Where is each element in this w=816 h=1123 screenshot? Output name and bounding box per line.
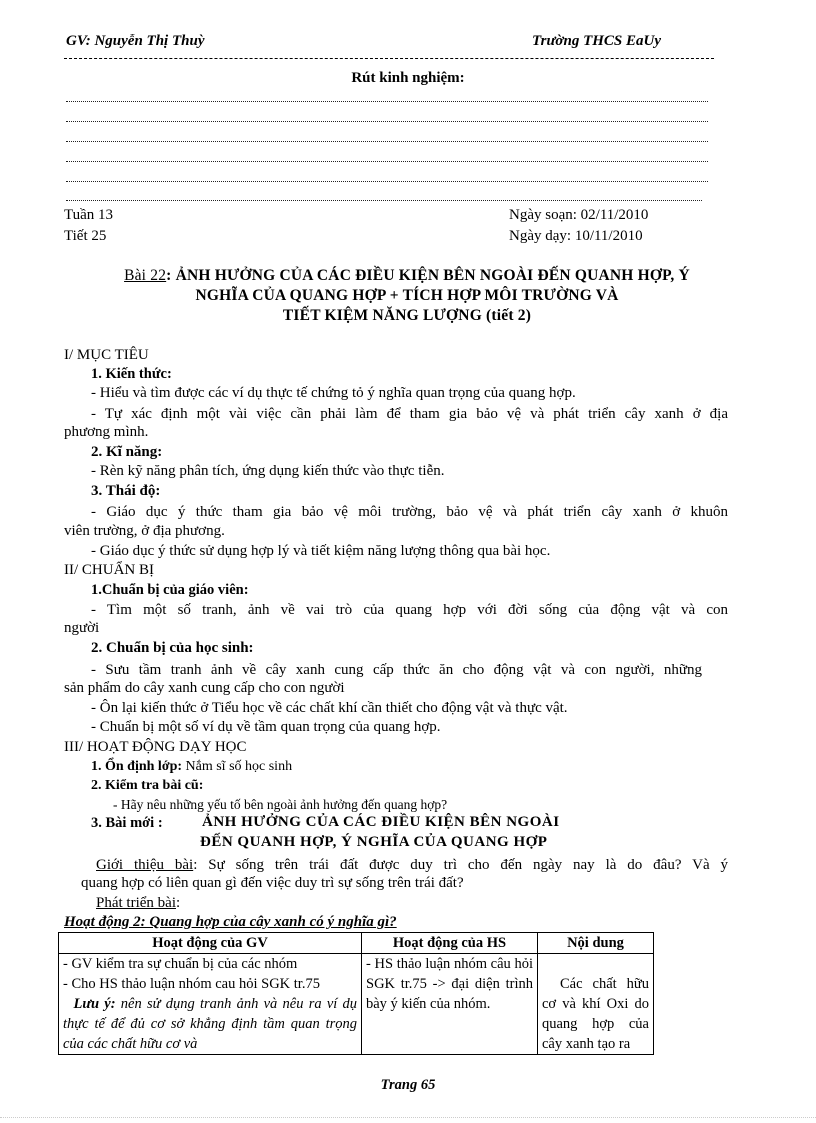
experience-title: Rút kinh nghiệm:	[351, 70, 465, 86]
attitude-item-1: - Giáo dục ý thức tham gia bảo vệ môi trường, bảo vệ và phát triển cây xanh ở khuôn	[91, 504, 728, 520]
dotted-line	[66, 141, 708, 142]
dotted-line	[66, 121, 708, 122]
attitude-item-2: - Giáo dục ý thức sử dụng hợp lý và tiết kiệm năng lượng thông qua bài học.	[91, 543, 551, 559]
prep-date: Ngày soạn: 02/11/2010	[509, 207, 649, 223]
introduction-label: Giới thiệu bài	[96, 857, 194, 873]
activity-table	[58, 932, 654, 1055]
student-prep-item-1-cont: sản phẩm do cây xanh cung cấp cho con người	[64, 680, 345, 696]
lesson-number: Bài 22	[124, 267, 167, 284]
teacher-activity-cell	[59, 954, 362, 1055]
class-order-label: 1. Ổn định lớp:	[91, 759, 183, 774]
week-label: Tuần 13	[64, 207, 114, 223]
old-lesson-question: - Hãy nêu những yếu tố bên ngoài ảnh hưởng đến quang hợp?	[113, 797, 448, 812]
lesson-title-line-1	[62, 267, 752, 285]
teacher-name: GV: Nguyễn Thị Thuỳ	[66, 33, 205, 49]
dotted-line	[66, 101, 708, 102]
introduction-line-1	[96, 855, 728, 875]
column-header-content: Nội dung	[538, 933, 654, 954]
teacher-activity-line: - GV kiểm tra sự chuẩn bị của các nhóm	[63, 956, 298, 972]
table-header-row	[59, 933, 654, 954]
development-label-colon: :	[175, 895, 181, 911]
page-number: Trang 65	[380, 1077, 436, 1093]
content-text: Các chất hữu cơ và khí Oxi do quang hợp của cây xanh tạo ra	[542, 976, 649, 1052]
section-preparation-heading: II/ CHUẨN BỊ	[64, 562, 154, 578]
development-label-text: Phát triển bài	[96, 895, 176, 911]
new-lesson-title-1: ẢNH HƯỞNG CỦA CÁC ĐIỀU KIỆN BÊN NGOÀI	[202, 814, 560, 830]
lesson-title-line-3: TIẾT KIỆM NĂNG LƯỢNG (tiết 2)	[282, 307, 532, 324]
dotted-line	[66, 181, 708, 182]
knowledge-heading: 1. Kiến thức:	[91, 366, 172, 382]
student-prep-item-2: - Ôn lại kiến thức ở Tiểu học về các chất khí cần thiết cho động vật và thực vật.	[91, 700, 568, 716]
student-prep-item-3: - Chuẩn bị một số ví dụ về tầm quan trọng của quang hợp.	[91, 719, 441, 735]
new-lesson-title-2: ĐẾN QUANH HỢP, Ý NGHĨA CỦA QUANG HỢP	[200, 834, 548, 850]
column-header-student: Hoạt động của HS	[362, 933, 538, 954]
old-lesson-check-heading: 2. Kiểm tra bài cũ:	[91, 778, 204, 793]
section-objectives-heading: I/ MỤC TIÊU	[64, 347, 149, 363]
introduction-line-2: quang hợp có liên quan gì đến việc duy trì sự sống trên trái đất?	[81, 875, 464, 891]
teach-date: Ngày dạy: 10/11/2010	[509, 228, 643, 244]
content-cell	[538, 954, 654, 1055]
attitude-item-1-cont: viên trường, ở địa phương.	[64, 523, 225, 539]
dotted-line	[66, 200, 702, 201]
attitude-heading: 3. Thái độ:	[91, 483, 161, 499]
period-label: Tiết 25	[64, 228, 107, 244]
student-activity-text: - HS thảo luận nhóm câu hỏi SGK tr.75 -> đại diện trình bày ý kiến của nhóm.	[366, 956, 533, 1012]
student-prep-heading: 2. Chuẩn bị của học sinh:	[91, 640, 254, 656]
dotted-line	[66, 161, 708, 162]
teacher-prep-heading: 1.Chuẩn bị của giáo viên:	[91, 582, 249, 598]
student-activity-cell	[362, 954, 538, 1055]
student-prep-item-1: - Sưu tầm tranh ảnh về cây xanh cung cấp thức ăn cho động vật và con người, những	[91, 662, 702, 678]
lesson-title-text: : ẢNH HƯỞNG CỦA CÁC ĐIỀU KIỆN BÊN NGOÀI ĐẾN QUANH HỢP, Ý	[166, 267, 690, 284]
class-order-text: Nắm sĩ số học sinh	[182, 759, 293, 774]
teacher-prep-item-1-cont: người	[64, 620, 100, 636]
new-lesson-label: 3. Bài mới :	[91, 815, 163, 831]
school-name: Trường THCS EaUy	[532, 33, 661, 49]
knowledge-item-1: - Hiểu và tìm được các ví dụ thực tế chứng tỏ ý nghĩa quan trọng của quang hợp.	[91, 385, 576, 401]
activity-2-title: Hoạt động 2: Quang hợp của cây xanh có ý nghĩa gì?	[64, 914, 397, 930]
table-row	[59, 954, 654, 1055]
page-bottom-border	[0, 1117, 816, 1118]
introduction-text: : Sự sống trên trái đất được duy trì cho đến ngày nay là do đâu? Và ý	[193, 857, 728, 873]
skills-heading: 2. Kĩ năng:	[91, 444, 163, 460]
class-order-item	[91, 759, 292, 775]
knowledge-item-2: - Tự xác định một vài việc cần phải làm để tham gia bảo vệ và phát triển cây xanh ở địa	[91, 406, 728, 422]
skills-item-1: - Rèn kỹ năng phân tích, ứng dụng kiến thức vào thực tiễn.	[91, 463, 445, 479]
teacher-activity-line: - Cho HS thảo luận nhóm cau hỏi SGK tr.75	[63, 976, 320, 992]
note-label: Lưu ý:	[73, 996, 116, 1012]
teacher-activity-note	[63, 994, 357, 1054]
teacher-prep-item-1: - Tìm một số tranh, ảnh về vai trò của quang hợp với đời sống của động vật và con	[91, 602, 728, 618]
section-activities-heading: III/ HOẠT ĐỘNG DẠY HỌC	[64, 739, 247, 755]
lesson-title-line-2: NGHĨA CỦA QUANG HỢP + TÍCH HỢP MÔI TRƯỜNG VÀ	[195, 287, 619, 304]
note-text: nên sử dụng tranh ảnh và nêu ra ví dụ thực tế để đủ cơ sở khẳng định tầm quan trọng của các chất hữu cơ và	[63, 996, 358, 1052]
header-divider	[64, 58, 714, 59]
column-header-teacher: Hoạt động của GV	[59, 933, 362, 954]
development-label	[96, 895, 180, 912]
knowledge-item-2-cont: phương mình.	[64, 424, 149, 440]
